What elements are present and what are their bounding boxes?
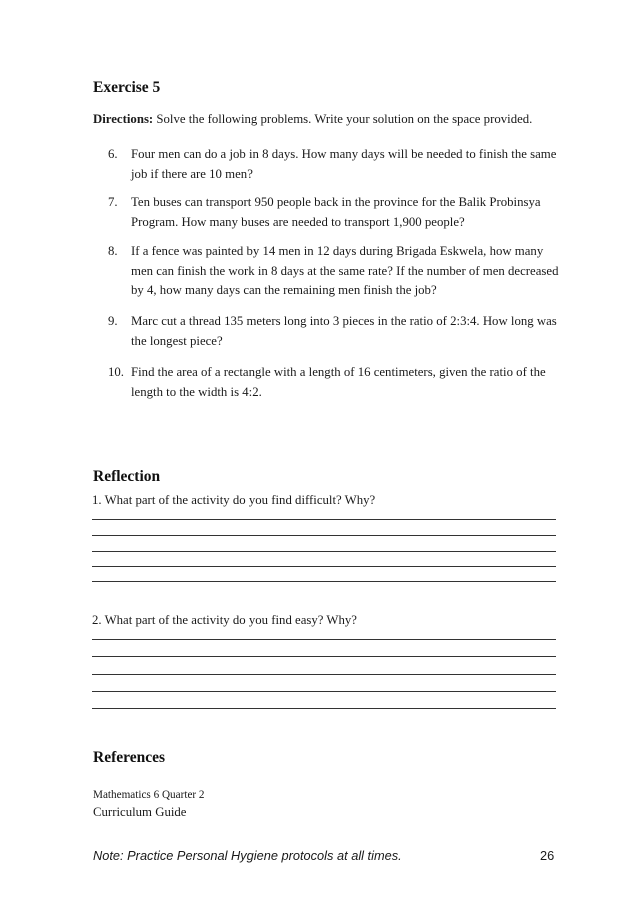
answer-line[interactable] — [92, 566, 556, 567]
problem-item — [108, 312, 568, 351]
reference-item: Mathematics 6 Quarter 2 — [93, 789, 205, 801]
problem-text: Marc cut a thread 135 meters long into 3 pieces in the ratio of 2:3:4. How long was the longest piece? — [131, 314, 557, 348]
answer-line[interactable] — [92, 581, 556, 582]
references-title: References — [93, 749, 166, 766]
problem-text: Ten buses can transport 950 people back in the province for the Balik Probinsya Program. How many buses are needed to transport 1,900 people? — [131, 195, 541, 229]
directions-label: Directions: — [93, 112, 154, 126]
reflection-question-2: 2. What part of the activity do you find easy? Why? — [92, 613, 357, 627]
problem-item — [108, 242, 568, 301]
problem-text: If a fence was painted by 14 men in 12 days during Brigada Eskwela, how many men can finish the work in 8 days at the same rate? If the number of men decreased by 4, how many days can the remaining men finish the job? — [131, 244, 559, 297]
answer-line[interactable] — [92, 656, 556, 657]
page-number: 26 — [540, 848, 555, 863]
problem-number: 9. — [108, 314, 118, 328]
problem-text: Find the area of a rectangle with a length of 16 centimeters, given the ratio of the length to the width is 4:2. — [131, 365, 546, 399]
answer-line[interactable] — [92, 519, 556, 520]
problem-number: 10. — [108, 365, 124, 379]
exercise-title: Exercise 5 — [93, 79, 161, 96]
reflection-question-1: 1. What part of the activity do you find difficult? Why? — [92, 493, 376, 507]
reflection-title: Reflection — [93, 468, 161, 485]
problem-item — [108, 145, 568, 184]
answer-line[interactable] — [92, 708, 556, 709]
directions-text: Solve the following problems. Write your solution on the space provided. — [153, 112, 533, 126]
directions — [93, 112, 532, 127]
answer-line[interactable] — [92, 674, 556, 675]
problem-number: 6. — [108, 147, 118, 161]
answer-line[interactable] — [92, 535, 556, 536]
answer-line[interactable] — [92, 551, 556, 552]
reference-item: Curriculum Guide — [93, 805, 187, 819]
answer-line[interactable] — [92, 691, 556, 692]
problem-number: 7. — [108, 195, 118, 209]
problem-text: Four men can do a job in 8 days. How many days will be needed to finish the same job if there are 10 men? — [131, 147, 557, 181]
footer-note: Note: Practice Personal Hygiene protocols at all times. — [93, 848, 402, 863]
problem-item — [108, 363, 568, 402]
problem-item — [108, 193, 568, 232]
answer-line[interactable] — [92, 639, 556, 640]
problem-number: 8. — [108, 244, 118, 258]
